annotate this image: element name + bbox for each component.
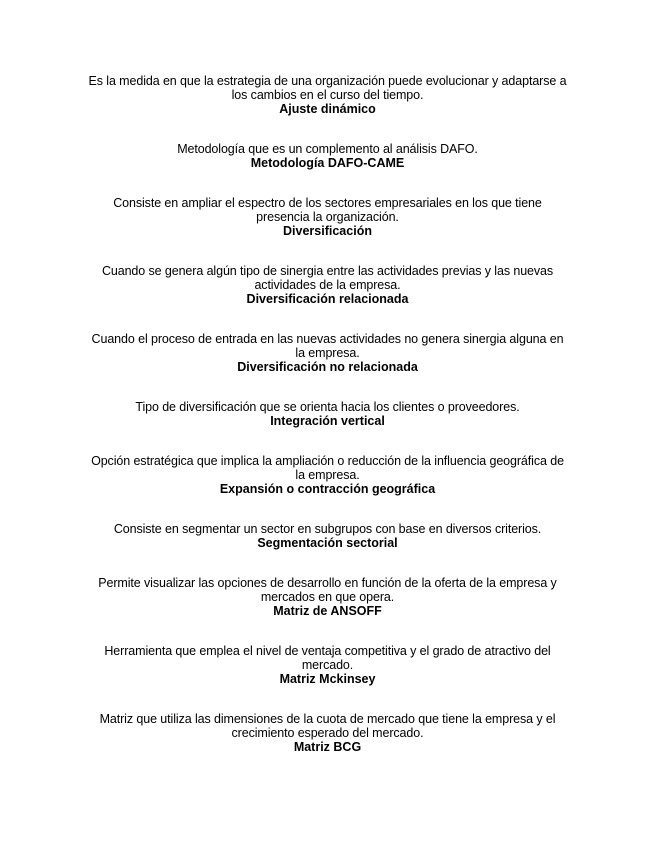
entry-term: Metodología DAFO-CAME — [250, 156, 405, 170]
entry-term: Diversificación no relacionada — [237, 360, 418, 374]
glossary-entry-expansion-geografica — [88, 454, 568, 496]
entry-term: Integración vertical — [270, 414, 385, 428]
glossary-entry-diversificacion — [88, 196, 568, 238]
entry-term: Matriz Mckinsey — [279, 672, 376, 686]
glossary-entry-matriz-mckinsey — [88, 644, 568, 686]
entry-definition: Consiste en ampliar el espectro de los sectores empresariales en los que tiene presencia la organización. — [113, 196, 542, 224]
glossary-entry-diversificacion-no-relacionada — [88, 332, 568, 374]
glossary-entry-dafo-came — [88, 142, 568, 170]
glossary-entry-matriz-ansoff — [88, 576, 568, 618]
entry-definition: Cuando el proceso de entrada en las nuevas actividades no genera sinergia alguna en la empresa. — [91, 332, 564, 360]
entry-term: Matriz BCG — [293, 740, 362, 754]
entry-definition: Consiste en segmentar un sector en subgrupos con base en diversos criterios. — [113, 522, 542, 536]
entry-term: Diversificación — [283, 224, 372, 238]
entry-term: Expansión o contracción geográfica — [219, 482, 436, 496]
entry-term: Ajuste dinámico — [279, 102, 376, 116]
glossary-entry-integracion-vertical — [88, 400, 568, 428]
glossary-entry-diversificacion-relacionada — [88, 264, 568, 306]
entry-definition: Tipo de diversificación que se orienta hacia los clientes o proveedores. — [135, 400, 520, 414]
glossary-entry-ajuste-dinamico — [88, 74, 568, 116]
entry-definition: Matriz que utiliza las dimensiones de la cuota de mercado que tiene la empresa y el crecimiento esperado del mercado. — [99, 712, 556, 740]
entry-definition: Herramienta que emplea el nivel de ventaja competitiva y el grado de atractivo del mercado. — [104, 644, 551, 672]
glossary-entry-matriz-bcg — [88, 712, 568, 754]
entry-term: Matriz de ANSOFF — [273, 604, 382, 618]
entry-definition: Metodología que es un complemento al análisis DAFO. — [177, 142, 478, 156]
entry-definition: Cuando se genera algún tipo de sinergia entre las actividades previas y las nuevas actividades de la empresa. — [101, 264, 554, 292]
glossary-page — [0, 74, 655, 780]
entry-term: Segmentación sectorial — [257, 536, 398, 550]
entry-definition: Es la medida en que la estrategia de una organización puede evolucionar y adaptarse a los cambios en el curso del tiempo. — [88, 74, 567, 102]
entry-term: Diversificación relacionada — [246, 292, 409, 306]
glossary-entry-segmentacion-sectorial — [88, 522, 568, 550]
entry-definition: Permite visualizar las opciones de desarrollo en función de la oferta de la empresa y mercados en que opera. — [98, 576, 557, 604]
entry-definition: Opción estratégica que implica la ampliación o reducción de la influencia geográfica de la empresa. — [91, 454, 564, 482]
